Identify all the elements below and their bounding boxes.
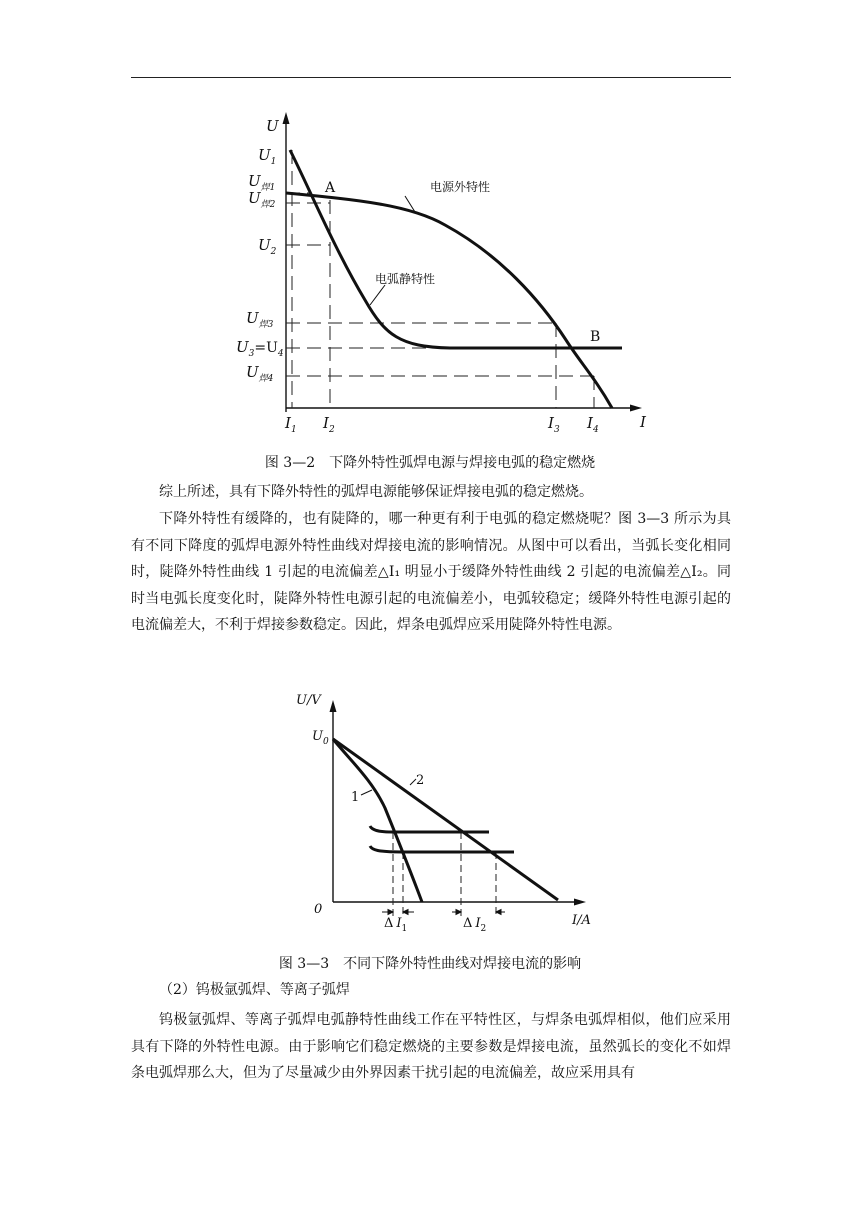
source-curve-label: 电源外特性 — [430, 180, 491, 194]
fig2-u-axis-label: U/V — [296, 693, 321, 708]
i-tick-labels — [284, 414, 599, 435]
i-axis-label: I — [640, 413, 646, 431]
label-uw4: $U_{焊4}$ — [246, 363, 274, 384]
section-heading: （2）钨极氩弧焊、等离子弧焊 — [159, 982, 350, 998]
i-axis-arrow — [630, 405, 642, 412]
delta-i1-label: Δ $I_1$ — [384, 916, 408, 934]
curve-1-label: 1 — [351, 790, 360, 805]
delta-i2-label: Δ $I_2$ — [463, 916, 487, 934]
label-i4: $I_4$ — [587, 414, 599, 435]
origin-label: 0 — [314, 902, 323, 917]
figure-3-3 — [0, 680, 860, 940]
label-uw3: $U_{焊3}$ — [246, 309, 274, 330]
arc-line-upper — [370, 826, 489, 832]
delta-i1-arrows — [382, 910, 414, 915]
point-b-label: B — [590, 329, 601, 345]
arc-label-leader — [370, 285, 385, 305]
point-a-label: A — [325, 180, 336, 196]
label-u2: $U_2$ — [258, 236, 277, 257]
delta-i2-arrows — [452, 910, 505, 915]
u-axis-arrow — [283, 112, 290, 124]
figure-3-3-caption: 图 3—3 不同下降外特性曲线对焊接电流的影响 — [278, 956, 582, 972]
paragraph-tig-plasma: 钨极氩弧焊、等离子弧焊电弧静特性曲线工作在平特性区，与焊条电弧焊相似，他们应采用具有下降的外特性电源。由于影响它们稳定燃烧的主要参数是焊接电流，虽然弧长的变化不如焊条电弧焊那么大，但为了尽量减少由外界因素干扰引起的电流偏差，故应采用具有 — [131, 1012, 731, 1081]
figure-3-3-diagram — [0, 680, 860, 940]
label-u1: $U_1$ — [258, 146, 277, 167]
paragraph-steep-vs-gentle: 下降外特性有缓降的，也有陡降的，哪一种更有利于电弧的稳定燃烧呢？图 3—3 所示为具有不同下降度的弧焊电源外特性曲线对焊接电流的影响情况。从图中可以看出，当弧长变化相同时，陡降外特性曲线 1 引起的电流偏差△I₁ 明显小于缓降外特性曲线 2 引起的电流偏差△I₂。同时当电弧长度变化时，陡降外特性电源引起的电流偏差小，电弧较稳定；缓降外特性电源引起的电流偏差大，不利于焊接参数稳定。因此，焊条电弧焊应采用陡降外特性电源。 — [131, 511, 731, 633]
arc-line-lower — [370, 846, 514, 852]
label-uw2: $U_{焊2}$ — [248, 189, 276, 210]
label-i3: $I_3$ — [548, 414, 560, 435]
fig2-i-axis-label: I/A — [572, 913, 591, 928]
curve1-leader — [361, 790, 372, 795]
label-uw1: $U_{焊1}$ — [248, 172, 276, 193]
figure-3-2 — [0, 0, 860, 450]
fig2-i-axis-arrow — [574, 899, 586, 906]
label-u0: $U_0$ — [312, 729, 329, 747]
u-axis-label: U — [266, 117, 279, 135]
curve-2 — [333, 739, 558, 900]
curve-1 — [333, 739, 425, 902]
paragraph-summary: 综上所述，具有下降外特性的弧焊电源能够保证焊接电弧的稳定燃烧。 — [159, 484, 593, 500]
label-u3u4: $U_3=U_4$ — [236, 338, 284, 359]
u-tick-labels — [236, 146, 284, 384]
figure-3-2-diagram — [0, 0, 860, 450]
fig2-u-axis-arrow — [330, 700, 337, 712]
curve-2-label: 2 — [416, 773, 425, 788]
label-i2: $I_2$ — [323, 414, 335, 435]
arc-curve-label: 电弧静特性 — [375, 272, 436, 286]
figure-3-2-caption: 图 3—2 下降外特性弧焊电源与焊接电弧的稳定燃烧 — [264, 455, 596, 471]
label-i1: $I_1$ — [285, 414, 297, 435]
